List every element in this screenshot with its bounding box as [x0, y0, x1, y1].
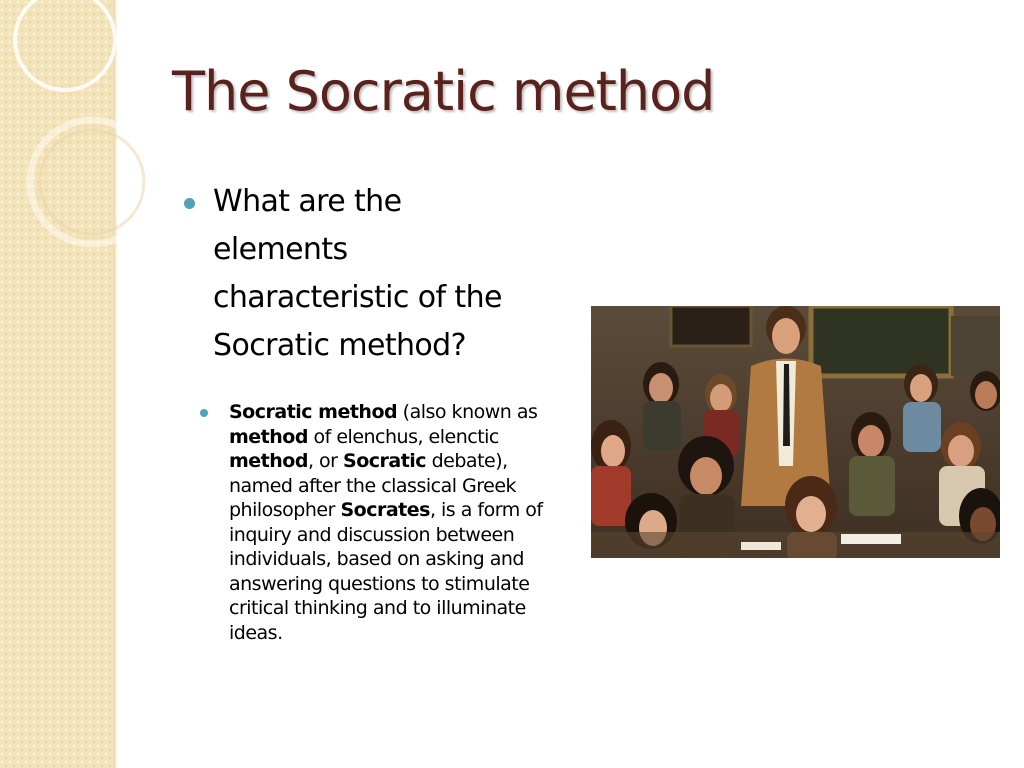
bullet-dot-icon [184, 198, 195, 209]
term-method: method [229, 425, 308, 448]
decorative-rings-icon [0, 0, 180, 300]
question-bullet [184, 178, 544, 370]
slide-title: The Socratic method [172, 60, 715, 123]
classroom-image [591, 306, 1000, 558]
term-socratic-method: Socratic method [229, 401, 398, 423]
term-socratic: Socratic [343, 450, 427, 472]
term-method: method [229, 450, 308, 472]
bullet-dot-icon [200, 409, 208, 417]
definition-text: Socratic method (also known as method of elenchus, elenctic method, or Socratic debate), named after the classical Greek philosopher Socrates, is a form of inquiry and discussion between individuals, based on asking and answering questions to stimulate critical thinking and to illuminate ideas. [229, 401, 543, 644]
question-text: What are the elements characteristic of the Socratic method? [213, 184, 502, 363]
term-socrates: Socrates [340, 499, 430, 521]
classroom-photo [591, 306, 1000, 558]
definition-bullet [200, 400, 570, 645]
